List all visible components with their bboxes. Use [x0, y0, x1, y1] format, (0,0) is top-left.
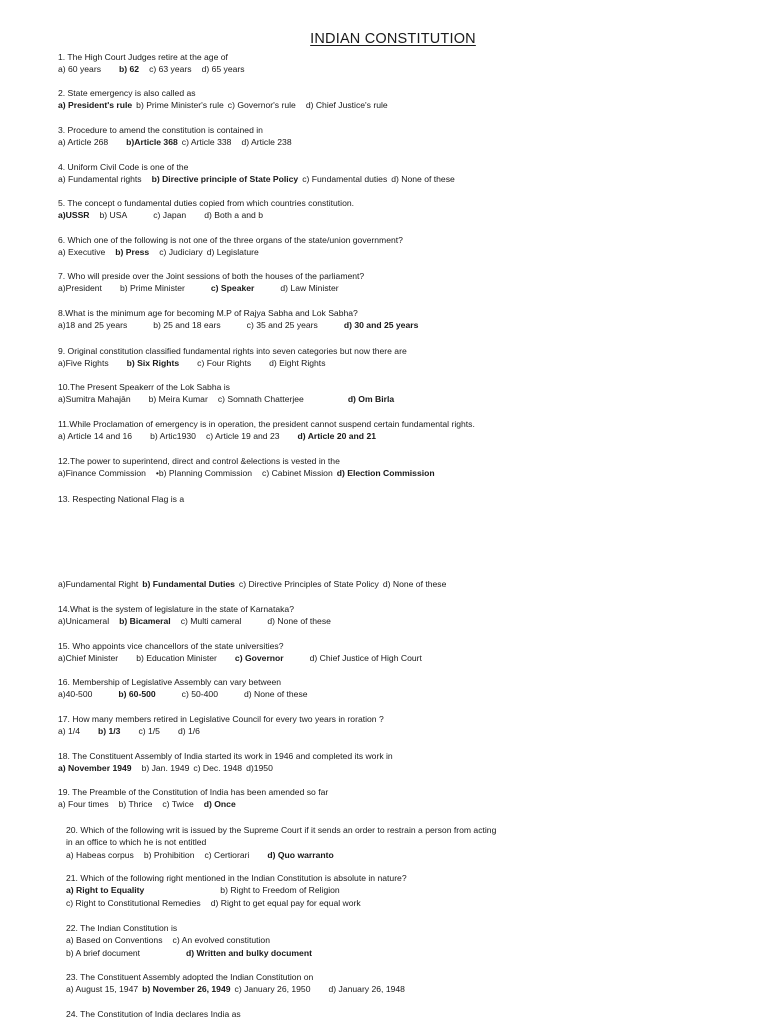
option-a: a)Unicameral [58, 616, 110, 627]
option-c: c) Right to Constitutional Remedies [66, 897, 201, 908]
option-b: b) Right to Freedom of Religion [220, 885, 340, 896]
question-text: 8.What is the minimum age for becoming M.P of Rajya Sabha and Lok Sabha? [58, 308, 358, 318]
question-13 [58, 493, 184, 505]
option-d: d) None of these [391, 174, 455, 185]
option-c: c) Article 338 [181, 137, 232, 148]
option-d: d) Both a and b [204, 210, 263, 221]
option-d: d) Legislature [206, 247, 259, 258]
option-c: c) Judiciary [159, 247, 203, 258]
option-a-answer: a) November 1949 [58, 763, 132, 774]
question-text: 4. Uniform Civil Code is one of the [58, 162, 189, 172]
option-a: a)President [58, 283, 102, 294]
option-a: a) Habeas corpus [66, 849, 134, 860]
question-13-options [58, 578, 446, 590]
question-5 [58, 197, 354, 222]
question-text: 18. The Constituent Assembly of India started its work in 1946 and completed its work in [58, 751, 393, 761]
option-b-answer: b) Bicameral [119, 616, 171, 627]
question-text-continued: in an office to which he is not entitled [66, 837, 207, 848]
question-text: 15. Who appoints vice chancellors of the state universities? [58, 641, 284, 651]
question-3 [58, 124, 292, 149]
question-10 [58, 381, 394, 406]
option-a: a) Four times [58, 799, 109, 810]
question-text: 7. Who will preside over the Joint sessions of both the houses of the parliament? [58, 271, 365, 281]
option-d: d)1950 [246, 763, 273, 774]
question-24 [66, 1008, 241, 1020]
question-text: 11.While Proclamation of emergency is in operation, the president cannot suspend certain fundamental rights. [58, 419, 475, 429]
question-12 [58, 455, 435, 480]
question-19 [58, 786, 328, 811]
option-a: a) August 15, 1947 [66, 984, 139, 995]
question-text: 24. The Constitution of India declares India as [66, 1009, 241, 1019]
option-a: a) Article 14 and 16 [58, 431, 133, 442]
option-d-answer: d) Quo warranto [267, 849, 334, 860]
option-b: b) Thrice [118, 799, 153, 810]
option-c: c) 35 and 25 years [246, 320, 318, 331]
question-text: 5. The concept o fundamental duties copied from which countries constitution. [58, 198, 355, 208]
option-c-answer: c) Governor [234, 653, 284, 664]
option-b: b) Prohibition [143, 849, 195, 860]
option-d-answer: d) Om Birla [347, 394, 395, 405]
option-a-answer: a)USSR [58, 210, 90, 221]
question-1 [58, 51, 245, 76]
option-c: c) 63 years [149, 64, 192, 75]
question-text: 14.What is the system of legislature in the state of Karnataka? [58, 604, 294, 614]
option-b: b) A brief document [66, 947, 141, 958]
option-d: d) None of these [243, 689, 308, 700]
option-b: b) USA [99, 210, 128, 221]
option-c: c) Four Rights [197, 358, 252, 369]
option-a-answer: a) Right to Equality [66, 885, 145, 896]
question-16 [58, 676, 308, 701]
option-d: d) January 26, 1948 [328, 984, 405, 995]
question-8 [58, 307, 418, 332]
option-d-answer: d) Article 20 and 21 [297, 431, 377, 442]
question-2 [58, 87, 388, 112]
option-b-answer: b) Fundamental Duties [142, 579, 235, 589]
option-d: d) 1/6 [177, 726, 200, 737]
question-text: 13. Respecting National Flag is a [58, 494, 185, 504]
option-d: d) None of these [382, 579, 447, 589]
question-text: 16. Membership of Legislative Assembly can vary between [58, 677, 282, 687]
option-a: a)Chief Minister [58, 653, 119, 664]
question-text: 1. The High Court Judges retire at the age of [58, 52, 228, 62]
question-text: 6. Which one of the following is not one of the three organs of the state/union government? [58, 235, 403, 245]
option-a: a) Based on Conventions [66, 935, 163, 946]
option-d: d) Right to get equal pay for equal work [210, 897, 361, 908]
option-d: d) Article 238 [241, 137, 292, 148]
option-b-answer: b) 1/3 [97, 726, 121, 737]
option-a: a)Fundamental Right [58, 579, 139, 589]
question-20 [66, 824, 496, 861]
question-15 [58, 640, 422, 665]
option-b: b) Education Minister [136, 653, 217, 664]
option-b: b) Artic1930 [150, 431, 196, 442]
option-d: d) 65 years [201, 64, 245, 75]
option-c: c) Fundamental duties [302, 174, 388, 185]
option-d: d) Chief Justice of High Court [309, 653, 422, 664]
option-a: a) 60 years [58, 64, 101, 75]
option-b: b) Prime Minister's rule [136, 100, 224, 111]
question-9 [58, 345, 407, 370]
option-a: a) Fundamental rights [58, 174, 142, 185]
question-4 [58, 161, 455, 186]
question-23 [66, 971, 405, 996]
option-d: d) Chief Justice's rule [305, 100, 388, 111]
option-b: b) 25 and 18 ears [153, 320, 221, 331]
option-b-answer: b) Directive principle of State Policy [151, 174, 299, 185]
question-6 [58, 234, 403, 259]
option-c: c) Article 19 and 23 [205, 431, 280, 442]
question-21 [66, 872, 407, 909]
option-b-answer: b) November 26, 1949 [142, 984, 231, 995]
option-c-answer: c) Speaker [210, 283, 255, 294]
option-b-answer: b)Article 368 [126, 137, 178, 148]
option-b-answer: b) Press [115, 247, 150, 258]
question-text: 10.The Present Speakerr of the Lok Sabha is [58, 382, 230, 392]
option-c: c) Twice [162, 799, 194, 810]
option-d-answer: d) Election Commission [336, 468, 435, 479]
option-c: c) Certiorari [204, 849, 250, 860]
question-11 [58, 418, 475, 443]
option-a: a)18 and 25 years [58, 320, 128, 331]
option-a: a)40-500 [58, 689, 93, 700]
option-d-answer: d) Written and bulky document [186, 947, 312, 958]
question-text: 22. The Indian Constitution is [66, 923, 178, 933]
option-c: c) Multi cameral [180, 616, 242, 627]
option-c: c) Governor's rule [227, 100, 296, 111]
question-14 [58, 603, 331, 628]
option-c: c) An evolved constitution [172, 935, 270, 946]
option-c: c) Dec. 1948 [193, 763, 243, 774]
question-text: 3. Procedure to amend the constitution is contained in [58, 125, 263, 135]
option-d: d) Eight Rights [269, 358, 326, 369]
page-title: INDIAN CONSTITUTION [310, 31, 476, 47]
option-c: c) Somnath Chatterjee [217, 394, 304, 405]
question-text: 23. The Constituent Assembly adopted the Indian Constitution on [66, 972, 314, 982]
question-text: 9. Original constitution classified fundamental rights into seven categories but now there are [58, 346, 407, 356]
option-b-answer: b) 60-500 [118, 689, 156, 700]
option-b: b) Meira Kumar [148, 394, 208, 405]
option-b-answer: b) 62 [119, 64, 140, 75]
question-22 [66, 922, 312, 959]
option-c: c) Cabinet Mission [262, 468, 333, 479]
question-text: 17. How many members retired in Legislative Council for every two years in roration ? [58, 714, 384, 724]
option-a: a)Five Rights [58, 358, 109, 369]
question-7 [58, 270, 364, 295]
option-a: a) Executive [58, 247, 106, 258]
question-18 [58, 750, 393, 775]
option-b: b) Prime Minister [119, 283, 185, 294]
option-b-answer: b) Six Rights [126, 358, 180, 369]
question-17 [58, 713, 384, 738]
option-c: c) 50-400 [181, 689, 218, 700]
option-c: c) January 26, 1950 [234, 984, 311, 995]
option-c: c) 1/5 [138, 726, 160, 737]
option-d-answer: d) Once [203, 799, 236, 810]
option-c: c) Japan [153, 210, 187, 221]
option-a-answer: a) President's rule [58, 100, 133, 111]
option-d: d) None of these [267, 616, 331, 627]
option-a: a)Finance Commission [58, 468, 146, 479]
question-text: 12.The power to superintend, direct and control &elections is vested in the [58, 456, 340, 466]
option-b: •b) Planning Commission [155, 468, 253, 479]
question-text: 21. Which of the following right mentioned in the Indian Constitution is absolute in nature? [66, 873, 407, 883]
question-text: 2. State emergency is also called as [58, 88, 196, 98]
option-c: c) Directive Principles of State Policy [238, 579, 379, 589]
option-a: a)Sumitra Mahajān [58, 394, 131, 405]
question-text: 20. Which of the following writ is issued by the Supreme Court if it sends an order to restrain a person from acting [66, 825, 497, 835]
option-b: b) Jan. 1949 [141, 763, 190, 774]
option-d: d) Law Minister [280, 283, 339, 294]
option-a: a) Article 268 [58, 137, 109, 148]
option-a: a) 1/4 [58, 726, 80, 737]
question-text: 19. The Preamble of the Constitution of India has been amended so far [58, 787, 329, 797]
option-d-answer: d) 30 and 25 years [343, 320, 419, 331]
